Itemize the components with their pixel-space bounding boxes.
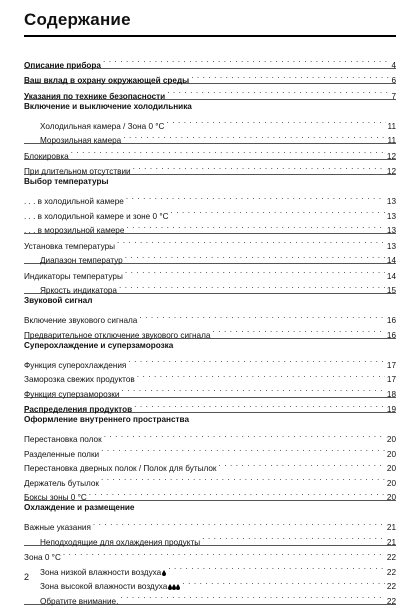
toc-entry[interactable] (24, 516, 396, 531)
toc-entry[interactable] (24, 546, 396, 561)
toc-page-number: 17 (387, 359, 396, 374)
dot-leader (125, 264, 385, 279)
toc-entry-title: Холодильная камера / Зона 0 °C (40, 120, 164, 135)
humidity-drop-icon (162, 566, 166, 581)
toc-entry-title: Заморозка свежих продуктов (24, 373, 135, 388)
dot-leader (121, 382, 384, 397)
toc-entry[interactable] (24, 353, 396, 368)
toc-entry-title: При длительном отсутствии (24, 165, 131, 180)
dot-leader (218, 457, 384, 472)
toc-page-number: 20 (387, 462, 396, 477)
toc-page-number: 22 (387, 595, 396, 609)
toc-entry-title: . . . в морозильной камере (24, 224, 124, 239)
toc-section-heading (24, 413, 396, 428)
toc-entry-title: Зона высокой влажности воздуха (40, 580, 167, 595)
toc-entry-title: . . . в холодильной камере (24, 195, 124, 210)
toc-page-number: 20 (387, 433, 396, 448)
title-rule (24, 35, 396, 37)
toc-entry-title: Важные указания (24, 521, 91, 536)
toc-page-number: 18 (387, 388, 396, 403)
toc-section-heading (24, 294, 396, 309)
dot-leader (212, 323, 384, 338)
toc-entry-title: Неподходящие для охлаждения продукты (40, 536, 200, 551)
toc-page-number: 19 (387, 403, 396, 418)
dot-leader (71, 144, 385, 159)
toc-page-number: 13 (387, 224, 396, 239)
toc-page-number: 15 (387, 284, 396, 299)
toc-entry[interactable] (24, 309, 396, 324)
dot-leader (166, 114, 385, 129)
toc-entry-title: Включение звукового сигнала (24, 314, 137, 329)
dot-leader (139, 309, 385, 324)
toc-page-number: 22 (387, 580, 396, 595)
dot-leader (120, 589, 385, 604)
toc-page-number: 21 (387, 536, 396, 551)
toc-page-number: 12 (387, 150, 396, 165)
toc-section-heading (24, 501, 396, 516)
toc-page-number: 6 (391, 74, 396, 89)
toc-entry[interactable] (24, 144, 396, 159)
dot-leader (126, 219, 385, 234)
toc-entry[interactable] (24, 114, 396, 129)
toc-entry[interactable] (24, 190, 396, 205)
dot-leader (168, 560, 385, 575)
toc-entry-title: . . . в холодильной камере и зоне 0 °C (24, 210, 169, 225)
dot-leader (93, 516, 385, 531)
toc-entry-title: Диапазон температур (40, 254, 123, 269)
dot-leader (134, 398, 385, 413)
toc-entry-title: Яркость индикатора (40, 284, 117, 299)
toc-entry-title: Распределения продуктов (24, 403, 132, 418)
toc-entry-title: Держатель бутылок (24, 477, 99, 492)
toc-entry-title: Перестановка полок (24, 433, 102, 448)
dot-leader (137, 368, 385, 383)
toc-page-number: 22 (387, 566, 396, 581)
toc-section-heading (24, 100, 396, 115)
toc-entry-title: Разделенные полки (24, 448, 99, 463)
toc-page-number: 13 (387, 240, 396, 255)
toc-entry-title: Боксы зоны 0 °C (24, 491, 87, 506)
toc-entry-title: Охлаждение и размещение (24, 501, 134, 516)
toc-page-number: 20 (387, 477, 396, 492)
toc-entry-title: Оформление внутреннего пространства (24, 413, 189, 428)
toc-page-number: 16 (387, 314, 396, 329)
toc-page-number: 22 (387, 551, 396, 566)
toc-entry-title: Блокировка (24, 150, 69, 165)
dot-leader (202, 530, 385, 545)
toc-entry[interactable] (24, 160, 396, 175)
toc-page-number: 11 (388, 134, 397, 149)
toc-page-number: 13 (387, 195, 396, 210)
page-title: Содержание (24, 10, 131, 30)
toc-entry[interactable] (24, 428, 396, 443)
toc-entry-title: Обратите внимание. (40, 595, 118, 609)
dot-leader (167, 84, 389, 99)
toc-entry-title: Функция суперзаморозки (24, 388, 119, 403)
dot-leader (101, 442, 385, 457)
toc-page-number: 11 (388, 120, 397, 135)
toc-entry-title: Морозильная камера (40, 134, 121, 149)
toc-section-heading (24, 175, 396, 190)
toc-entry-title: Включение и выключение холодильника (24, 100, 192, 115)
dot-leader (133, 160, 385, 175)
toc-page-number: 21 (387, 521, 396, 536)
dot-leader (63, 546, 385, 561)
dot-leader (191, 69, 389, 84)
toc-entry-title: Предварительное отключение звукового сигнала (24, 329, 210, 344)
toc-page-number: 7 (391, 90, 396, 105)
dot-leader (117, 234, 385, 249)
toc-entry-title: Указания по технике безопасности (24, 90, 165, 105)
dot-leader (125, 249, 385, 264)
toc-entry-title: Перестановка дверных полок / Полок для бутылок (24, 462, 216, 477)
page-number: 2 (24, 572, 29, 582)
toc-page-number: 13 (387, 210, 396, 225)
dot-leader (103, 53, 389, 68)
table-of-contents (24, 53, 396, 605)
dot-leader (101, 471, 385, 486)
toc-entry[interactable] (24, 53, 396, 68)
dot-leader (128, 353, 385, 368)
toc-page-number: 20 (387, 491, 396, 506)
toc-entry-title: Установка температуры (24, 240, 115, 255)
toc-page-number: 17 (387, 373, 396, 388)
toc-page-number: 12 (387, 165, 396, 180)
toc-page-number: 16 (387, 329, 396, 344)
toc-entry-title: Звуковой сигнал (24, 294, 92, 309)
toc-entry-title: Описание прибора (24, 59, 101, 74)
toc-page-number: 4 (391, 59, 396, 74)
toc-page-number: 20 (387, 448, 396, 463)
toc-page-number: 14 (387, 254, 396, 269)
dot-leader (123, 129, 385, 144)
toc-page-number: 14 (387, 270, 396, 285)
toc-entry-title: Суперохлаждение и суперзаморозка (24, 339, 173, 354)
toc-entry-title: Зона 0 °C (24, 551, 61, 566)
toc-entry-title: Индикаторы температуры (24, 270, 123, 285)
dot-leader (182, 575, 385, 590)
dot-leader (89, 486, 385, 501)
dot-leader (104, 428, 385, 443)
toc-entry[interactable] (24, 560, 396, 575)
toc-entry-title: Ваш вклад в охрану окружающей среды (24, 74, 189, 89)
dot-leader (119, 279, 385, 294)
dot-leader (171, 204, 385, 219)
dot-leader (126, 190, 385, 205)
toc-entry-title: Зона низкой влажности воздуха (40, 566, 161, 581)
toc-entry-title: Функция суперохлаждения (24, 359, 126, 374)
toc-entry-title: Выбор температуры (24, 175, 108, 190)
